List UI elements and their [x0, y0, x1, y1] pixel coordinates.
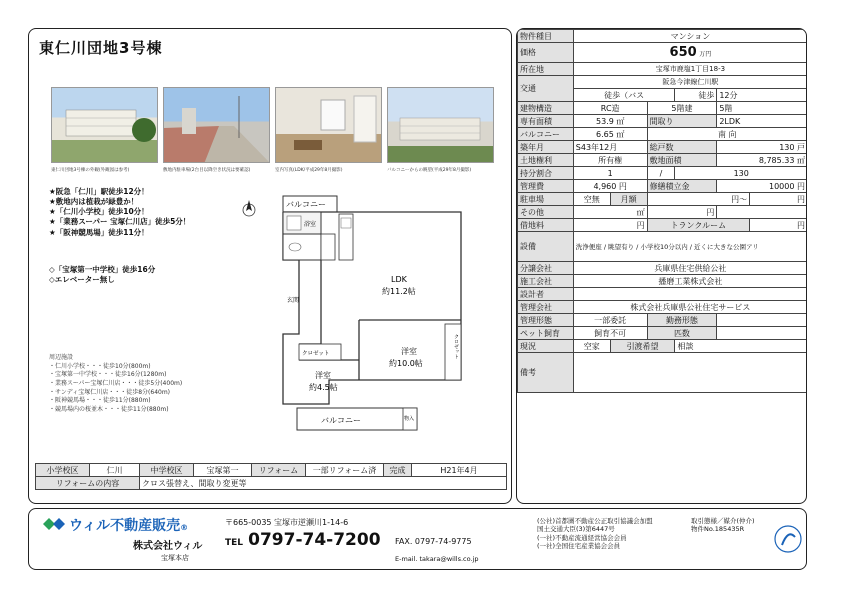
- deal-info: 取引態様／媒介(仲介) 物件No.185435R: [691, 517, 755, 534]
- listing-main-panel: [28, 28, 512, 504]
- area-label: 専有面積: [518, 115, 574, 128]
- total-floors: 5階建: [647, 102, 717, 115]
- photo-caption: バルコニーからの眺望(平成29年8月撮影): [387, 168, 472, 173]
- remarks-label: 備考: [518, 353, 574, 393]
- seller: 兵庫県住宅供給公社: [573, 262, 807, 275]
- room2-size: 約10.0帖: [389, 359, 423, 368]
- balcony-bottom-label: バルコニー: [321, 416, 361, 425]
- school-reform-table: [35, 463, 507, 490]
- interior-photo: [275, 87, 382, 163]
- exterior-photo: [51, 87, 158, 163]
- direction: 南 向: [647, 128, 807, 141]
- feature-item: ★阪急「仁川」駅徒歩12分！: [49, 187, 149, 196]
- walk-label: 徒歩: [675, 89, 717, 102]
- feature-item: ★「業務スーパー 宝塚仁川店」徒歩5分！: [49, 217, 191, 227]
- other-area-unit: ㎡: [573, 206, 647, 219]
- photo-caption: 東仁川団地3号棟の外観(外観図は参考): [51, 168, 130, 173]
- trunk-room-label: トランクルーム: [647, 219, 750, 232]
- room2-label: 洋室: [401, 347, 417, 356]
- walk-minutes: 12分: [717, 89, 807, 102]
- footer-company-panel: [28, 508, 807, 570]
- view-photo: [387, 87, 494, 163]
- parking-fee-to: 円: [750, 193, 807, 206]
- repair-fund: 10000 円: [717, 180, 807, 193]
- school-district: 仁川: [90, 464, 140, 477]
- reform-status: 一部リフォーム済: [306, 464, 384, 477]
- company-name: ウィル不動産販売®: [69, 518, 189, 534]
- floor-area: 53.9 ㎡: [573, 115, 647, 128]
- floor-plan: [259, 194, 471, 439]
- address: 宝塚市鹿塩1丁目18-3: [573, 63, 807, 76]
- email-link[interactable]: E-mail. takara@wills.co.jp: [395, 555, 479, 563]
- land-label: 土地権利: [518, 154, 574, 167]
- property-type: マンション: [573, 30, 807, 43]
- status-label: 現況: [518, 340, 574, 353]
- ldk-label: LDK: [391, 275, 407, 284]
- total-units: 130 戸: [717, 141, 807, 154]
- association-info: (公社)首都圏不動産公正取引協議会加盟 国土交通大臣(3)第6447号 (一社)不動産流通経営協会会員 (一社)全国住宅産業協会会員: [537, 517, 653, 551]
- closet-label: クロゼット: [302, 351, 330, 357]
- junior-district-label: 中学校区: [140, 464, 194, 477]
- duty-label: 勤務形態: [647, 314, 717, 327]
- pet-count: [717, 327, 807, 340]
- mgmt-form-label: 管理形態: [518, 314, 574, 327]
- ldk-size: 約11.2帖: [382, 287, 416, 296]
- builder: 播磨工業株式会社: [573, 275, 807, 288]
- completed-label: 完成: [384, 464, 412, 477]
- floor-number: 5階: [717, 102, 807, 115]
- nearby-title: 周辺施設: [49, 354, 74, 361]
- other-label: その他: [518, 206, 574, 219]
- trunk-room-unit: 円: [750, 219, 807, 232]
- storage-label: 物入: [404, 416, 415, 422]
- feature-list-secondary: [49, 265, 155, 285]
- phone: TEL 0797-74-7200: [225, 530, 381, 550]
- reform-label: リフォーム: [252, 464, 306, 477]
- mgmt-form: 一部委託: [573, 314, 647, 327]
- room1-label: 洋室: [315, 371, 331, 380]
- seller-label: 分譲会社: [518, 262, 574, 275]
- completed-date: H21年4月: [412, 464, 507, 477]
- status: 空家: [573, 340, 610, 353]
- equipment-label: 設備: [518, 232, 574, 262]
- parking-photo: [163, 87, 270, 163]
- repair-fund-label: 修繕積立金: [647, 180, 717, 193]
- photo-caption: 室内写真(LDK/平成29年8月撮影): [275, 168, 343, 173]
- share-numerator: 1: [573, 167, 647, 180]
- builder-label: 施工会社: [518, 275, 574, 288]
- feature-item: ★「仁川小学校」徒歩10分！: [49, 207, 149, 217]
- parking-label: 駐車場: [518, 193, 574, 206]
- feature-list: [49, 187, 190, 238]
- nearby-facilities: [49, 354, 182, 415]
- monthly-label: 月額: [610, 193, 647, 206]
- nearby-item: ・競馬場内の桜並木・・・徒歩11分(880m): [49, 406, 169, 414]
- nearby-item: ・サンディ宝塚仁川店・・・徒歩8分(640m): [49, 388, 171, 396]
- bus-walk-label: 徒歩（バス: [573, 89, 675, 102]
- nearby-item: ・宝塚第一中学校・・・徒歩16分(1280m): [49, 371, 167, 379]
- property-spec-panel: [516, 28, 807, 504]
- site-label: 敷地面積: [647, 154, 717, 167]
- corp-name: 株式会社ウィル: [133, 541, 203, 552]
- pet-count-label: 匹数: [647, 327, 717, 340]
- units-label: 総戸数: [647, 141, 717, 154]
- photo-caption: 敷地内駐車場(2台目以降空き状況は要確認): [163, 168, 251, 173]
- parking-fee-from: 円～: [647, 193, 750, 206]
- built-label: 築年月: [518, 141, 574, 154]
- manager: 株式会社兵庫県公社住宅サービス: [573, 301, 807, 314]
- branch-name: 宝塚本店: [161, 554, 189, 562]
- manager-label: 管理会社: [518, 301, 574, 314]
- mgmt-fee-label: 管理費: [518, 180, 574, 193]
- parking-status: 空無: [573, 193, 610, 206]
- certification-mark-icon: [773, 523, 803, 557]
- structure-label: 建物構造: [518, 102, 574, 115]
- share-denominator: 130: [675, 167, 807, 180]
- designer: [573, 288, 807, 301]
- price-label: 価格: [518, 43, 574, 63]
- land-rent-unit: 円: [573, 219, 647, 232]
- transport-label: 交通: [518, 76, 574, 102]
- mgmt-fee: 4,960 円: [573, 180, 647, 193]
- layout-label: 間取り: [647, 115, 717, 128]
- share-separator: /: [647, 167, 675, 180]
- station: 阪急今津線仁川駅: [573, 76, 807, 89]
- balcony-area: 6.65 ㎡: [573, 128, 647, 141]
- feature-item: ★「阪神競馬場」徒歩11分！: [49, 227, 149, 237]
- room1-size: 約4.5帖: [309, 383, 338, 392]
- entrance-label: 玄関: [287, 297, 300, 304]
- nearby-item: ・仁川小学校・・・徒歩10分(800m): [49, 362, 151, 370]
- layout: 2LDK: [717, 115, 807, 128]
- duty: [717, 314, 807, 327]
- school-district-label: 小学校区: [36, 464, 90, 477]
- share-label: 持分割合: [518, 167, 574, 180]
- balcony-top-label: バルコニー: [286, 200, 326, 209]
- land-rent-label: 借地料: [518, 219, 574, 232]
- company-logo-icon: [43, 517, 67, 531]
- north-arrow-icon: [241, 199, 257, 219]
- bath-label: 浴室: [304, 221, 317, 228]
- property-title: 東仁川団地3号棟: [39, 39, 163, 57]
- feature-item: ◇「宝塚第一中学校」徒歩16分: [49, 265, 156, 274]
- reform-detail: クロス張替え、間取り変更等: [140, 477, 507, 490]
- reform-detail-label: リフォームの内容: [36, 477, 140, 490]
- nearby-item: ・業務スーパー宝塚仁川店・・・徒歩5分(400m): [49, 380, 183, 388]
- nearby-item: ・阪神競馬場・・・徒歩11分(880m): [49, 397, 151, 405]
- postal-address: 〒665-0035 宝塚市逆瀬川1-14-6: [225, 518, 349, 527]
- structure: RC造: [573, 102, 647, 115]
- pet-label: ペット飼育: [518, 327, 574, 340]
- feature-item: ★敷地内は植栽が緑豊か！: [49, 197, 139, 207]
- price-unit: 万円: [699, 51, 712, 58]
- site-area: 8,785.33 ㎡: [717, 154, 807, 167]
- closet-right-label: クロゼット: [453, 334, 459, 359]
- delivery: 相談: [675, 340, 807, 353]
- balcony-label: バルコニー: [518, 128, 574, 141]
- fax: FAX. 0797-74-9775: [395, 537, 472, 546]
- delivery-label: 引渡希望: [610, 340, 675, 353]
- feature-item: ◇エレベーター無し: [49, 275, 115, 285]
- built-date: S43年12月: [573, 141, 647, 154]
- type-label: 物件種目: [518, 30, 574, 43]
- address-label: 所在地: [518, 63, 574, 76]
- other-fee-unit: 円: [647, 206, 717, 219]
- junior-district: 宝塚第一: [194, 464, 252, 477]
- equipment: 洗浄便座 / 眺望有り / 小学校10分以内 / 近くに大きな公園アリ: [573, 232, 807, 262]
- spec-table: [517, 29, 807, 393]
- designer-label: 設計者: [518, 288, 574, 301]
- price-value: 650: [669, 45, 697, 60]
- pet-policy: 飼育不可: [573, 327, 647, 340]
- land-right: 所有権: [573, 154, 647, 167]
